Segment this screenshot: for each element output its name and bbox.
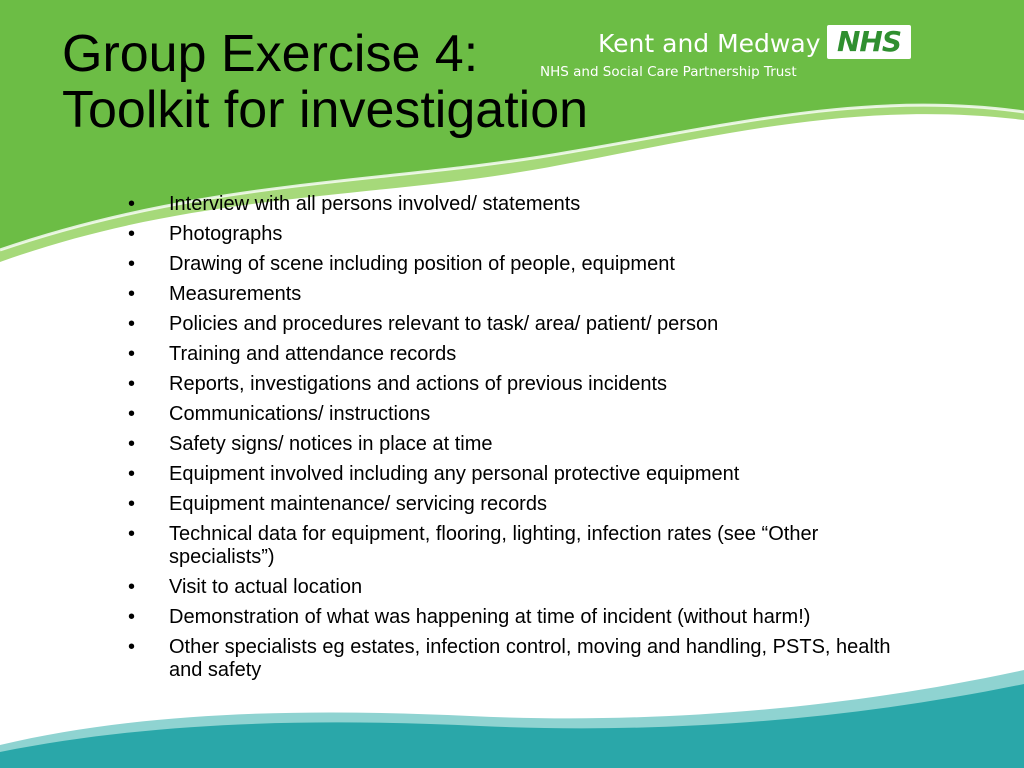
list-item-text: Photographs <box>169 223 283 245</box>
bullet-icon: • <box>128 193 136 215</box>
list-item <box>128 493 928 516</box>
trust-logo <box>540 22 940 92</box>
list-item-text: Equipment involved including any personal protective equipment <box>169 463 740 485</box>
list-item-text: Measurements <box>169 283 302 305</box>
list-item <box>128 463 928 486</box>
list-item <box>128 253 928 276</box>
bullet-icon: • <box>128 523 136 545</box>
list-item-text: Communications/ instructions <box>169 403 431 425</box>
list-item <box>128 223 928 246</box>
bullet-icon: • <box>128 636 136 658</box>
bullet-list <box>128 193 928 689</box>
bullet-icon: • <box>128 433 136 455</box>
title-line-2: Toolkit for investigation <box>62 81 589 139</box>
bullet-icon: • <box>128 223 136 245</box>
nhs-logo-icon <box>827 25 911 59</box>
nhs-logo-text: NHS <box>836 25 902 58</box>
bullet-icon: • <box>128 493 136 515</box>
bullet-icon: • <box>128 606 136 628</box>
list-item-text: Technical data for equipment, flooring, lighting, infection rates (see “Other specialists”) <box>169 523 819 568</box>
title-line-1: Group Exercise 4: <box>62 25 479 83</box>
list-item <box>128 343 928 366</box>
org-name: Kent and Medway <box>598 29 821 58</box>
list-item <box>128 523 928 569</box>
list-item <box>128 636 928 682</box>
list-item-text: Interview with all persons involved/ statements <box>169 193 581 215</box>
org-subtitle: NHS and Social Care Partnership Trust <box>540 64 797 80</box>
list-item-text: Safety signs/ notices in place at time <box>169 433 493 455</box>
bullet-icon: • <box>128 313 136 335</box>
bullet-icon: • <box>128 576 136 598</box>
list-item <box>128 193 928 216</box>
bullet-icon: • <box>128 403 136 425</box>
list-item-text: Other specialists eg estates, infection control, moving and handling, PSTS, health and safety <box>169 636 891 681</box>
list-item-text: Drawing of scene including position of people, equipment <box>169 253 675 275</box>
list-item-text: Equipment maintenance/ servicing records <box>169 493 547 515</box>
list-item-text: Training and attendance records <box>169 343 457 365</box>
bullet-icon: • <box>128 463 136 485</box>
list-item <box>128 433 928 456</box>
list-item <box>128 373 928 396</box>
list-item <box>128 283 928 306</box>
bullet-icon: • <box>128 343 136 365</box>
list-item <box>128 606 928 629</box>
list-item <box>128 576 928 599</box>
list-item <box>128 313 928 336</box>
slide-title <box>62 26 588 138</box>
list-item-text: Reports, investigations and actions of previous incidents <box>169 373 668 395</box>
bullet-icon: • <box>128 283 136 305</box>
bullet-icon: • <box>128 373 136 395</box>
bullet-icon: • <box>128 253 136 275</box>
list-item-text: Policies and procedures relevant to task/ area/ patient/ person <box>169 313 719 335</box>
list-item-text: Demonstration of what was happening at time of incident (without harm!) <box>169 606 811 628</box>
list-item-text: Visit to actual location <box>169 576 363 598</box>
list-item <box>128 403 928 426</box>
